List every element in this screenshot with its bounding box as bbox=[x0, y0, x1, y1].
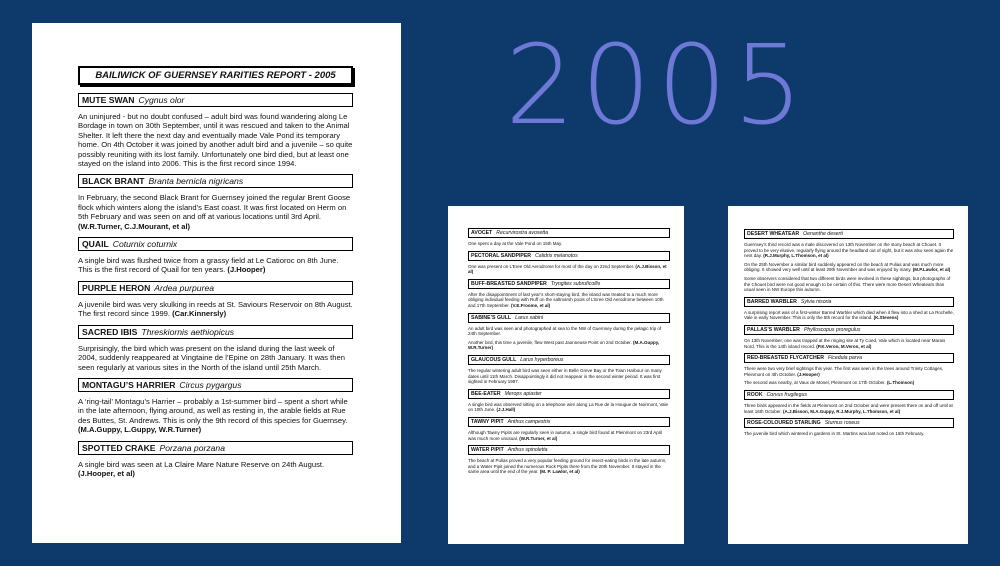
species-header bbox=[468, 251, 670, 261]
species-header bbox=[78, 281, 353, 295]
species-header bbox=[78, 174, 353, 188]
account-text: The juvenile bird which wintered in gardens in St. Martins was last noted on 16th February. bbox=[744, 431, 925, 437]
species-scientific-name: Cygnus olor bbox=[138, 95, 185, 105]
observer-credit: (A.J.Bisson, M.A.Guppy, R.J.Murphy, L.Thomson, et al) bbox=[783, 408, 901, 414]
species-header bbox=[78, 93, 353, 107]
account-text: In February, the second Black Brant for Guernsey joined the regular Brent Goose flock which winters along the island’s East coast. It was first located on Herm on 5th February and was seen on and off at various locations until 3rd April. bbox=[78, 193, 351, 222]
account-paragraph bbox=[468, 368, 670, 385]
species-account bbox=[744, 242, 954, 293]
species-scientific-name: Branta bernicla nigricans bbox=[148, 176, 244, 187]
observer-credit: (R.J.Murphy, L.Thomson, et al) bbox=[763, 253, 829, 259]
observer-credit: (A.J.Bisson, et al) bbox=[468, 263, 667, 275]
species-name: BUFF-BREASTED SANDPIPER bbox=[471, 280, 547, 287]
account-text: Although Tawny Pipits are regularly seen in autumn, a single bird found at Pleinmont on 23rd April was much more unusual. bbox=[468, 429, 663, 441]
species-header bbox=[744, 418, 954, 428]
species-header bbox=[78, 237, 353, 251]
species-name: PALLAS’S WARBLER bbox=[747, 326, 800, 333]
observer-credit: (M. P. Lawlor, et al) bbox=[539, 469, 580, 475]
observer-credit: (J.Hooper, et al) bbox=[78, 468, 135, 478]
species-name: SABINE’S GULL bbox=[471, 314, 512, 321]
species-header bbox=[78, 325, 353, 339]
account-paragraph bbox=[78, 397, 353, 435]
species-scientific-name: Ardea purpurea bbox=[154, 282, 215, 293]
observer-credit: (J.J.Hall) bbox=[496, 407, 516, 413]
account-text: Three birds appeared in the fields at Pleinmont on 2nd October and were present there on and off until at least 16th October. bbox=[744, 402, 953, 414]
observer-credit: (J.Hooper) bbox=[227, 265, 266, 275]
species-scientific-name: Larus sabini bbox=[515, 314, 544, 321]
report-page-3 bbox=[728, 206, 968, 544]
species-header bbox=[744, 390, 954, 400]
species-scientific-name: Corvus frugilegus bbox=[766, 391, 807, 398]
species-account bbox=[468, 241, 670, 247]
species-account bbox=[744, 310, 954, 321]
account-paragraph bbox=[468, 292, 670, 309]
species-header bbox=[744, 297, 954, 307]
species-name: TAWNY PIPIT bbox=[471, 418, 504, 425]
account-paragraph bbox=[78, 193, 353, 231]
species-header bbox=[468, 355, 670, 365]
account-text: After the disappointment of last year’s short-staying bird, the island was treated to a much more obliging individual feeding with Ruff on the saltmarsh pools of L’Eree Old Aerodrome between 10th and 17th September. bbox=[468, 291, 664, 308]
species-header bbox=[78, 441, 353, 455]
species-scientific-name: Circus pygargus bbox=[179, 379, 242, 390]
account-paragraph bbox=[468, 326, 670, 337]
account-text: Another bird, this time a juvenile, flew West past Jaonneuse Point on 2nd October. bbox=[468, 339, 632, 345]
species-header bbox=[468, 445, 670, 455]
species-scientific-name: Sylvia nisoria bbox=[800, 298, 832, 305]
species-name: PECTORAL SANDPIPER bbox=[471, 252, 532, 259]
account-paragraph bbox=[78, 112, 353, 168]
account-text: A single bird was seen at La Claire Mare Nature Reserve on 24th August. bbox=[78, 459, 325, 469]
entries-list bbox=[468, 228, 670, 475]
account-text: There were two very brief sightings this year. The first was seen in the trees around Trinity Cottages, Pleinmont on 4th October. bbox=[744, 366, 944, 377]
account-text: A ‘ring-tail’ Montagu’s Harrier – probably a 1st-summer bird – spent a short while in the late afternoon, flying around, as well as resting in, the arable fields at Rue des Buttes, St. Andrews. This is only the 9th record of this species for Guernsey. bbox=[78, 396, 348, 425]
account-paragraph bbox=[744, 380, 954, 386]
species-scientific-name: Ficedula parva bbox=[827, 355, 862, 362]
species-scientific-name: Larus hyperboreus bbox=[520, 356, 564, 363]
account-paragraph bbox=[468, 264, 670, 275]
account-text: A single bird was observed sitting on a telephone wire along La Rue de la Hougue de Noirmont, Vale on 10th June. bbox=[468, 401, 669, 413]
species-account bbox=[78, 256, 353, 275]
species-header bbox=[468, 313, 670, 323]
account-paragraph bbox=[78, 300, 353, 319]
account-paragraph bbox=[744, 366, 954, 377]
account-text: One was present on L’Eree Old Aerodrome for most of the day on 22nd September. bbox=[468, 263, 635, 269]
species-name: ROSE-COLOURED STARLING bbox=[747, 420, 821, 427]
observer-credit: (L.Thomson) bbox=[886, 380, 915, 386]
account-paragraph bbox=[744, 310, 954, 321]
observer-credit: (V.E.Froome, et al) bbox=[511, 302, 551, 308]
species-header bbox=[744, 325, 954, 335]
species-header bbox=[468, 389, 670, 399]
account-paragraph bbox=[744, 242, 954, 259]
account-paragraph bbox=[468, 340, 670, 351]
account-paragraph bbox=[468, 241, 670, 247]
species-account bbox=[78, 300, 353, 319]
observer-credit: (M.A.Guppy, W.R.Turner) bbox=[468, 339, 660, 351]
species-header bbox=[468, 417, 670, 427]
species-name: BARRED WARBLER bbox=[747, 298, 797, 305]
account-text: The regular wintering adult bird was seen either in Belle Greve Bay or the Town Harbour on many dates until 11th March. Disappointingly it did not reappear in the second winter period. It was first sighted in February 1997. bbox=[468, 367, 662, 385]
species-name: PURPLE HERON bbox=[82, 282, 151, 293]
account-paragraph bbox=[468, 402, 670, 413]
species-scientific-name: Oenanthe deserti bbox=[803, 231, 843, 237]
account-paragraph bbox=[78, 344, 353, 372]
account-paragraph bbox=[468, 430, 670, 441]
species-scientific-name: Porzana porzana bbox=[159, 442, 225, 453]
species-name: GLAUCOUS GULL bbox=[471, 356, 517, 363]
account-text: Guernsey’s third record was a male discovered on 13th November on the stony beach at Chouet. It proved to be very elusive, regularly flying around the headland out of sight, but it was also seen again the next day. bbox=[744, 242, 954, 259]
observer-credit: (P.K.Veron, M.Veron, et al) bbox=[816, 343, 872, 349]
species-header bbox=[744, 229, 954, 239]
account-text: The second was nearby, at Vaux de Monel, Pleinmont on 17th October. bbox=[744, 380, 886, 386]
account-paragraph bbox=[468, 458, 670, 475]
species-account bbox=[468, 326, 670, 351]
account-paragraph bbox=[78, 460, 353, 479]
species-account bbox=[78, 193, 353, 231]
species-scientific-name: Tryngites subruficollis bbox=[550, 280, 601, 287]
account-paragraph bbox=[78, 256, 353, 275]
species-scientific-name: Phylloscopus proregulus bbox=[803, 326, 861, 333]
account-text: An adult bird was seen and photographed at sea to the NW of Guernsey during the pelagic trip of 24th September. bbox=[468, 325, 662, 337]
species-account bbox=[78, 397, 353, 435]
species-name: DESERT WHEATEAR bbox=[747, 231, 800, 237]
species-scientific-name: Anthus campestris bbox=[507, 418, 551, 425]
entries-list bbox=[78, 93, 353, 478]
report-page-2 bbox=[448, 206, 684, 544]
species-account bbox=[468, 402, 670, 413]
species-scientific-name: Coturnix coturnix bbox=[112, 239, 178, 250]
species-name: BEE-EATER bbox=[471, 390, 501, 397]
observer-credit: (M.P.Lawlor, et al) bbox=[912, 267, 951, 273]
account-text: A surprising report was of a first-winter Barred Warbler which died when it flew into a shed at La Rochelle, Vale in early November. This is only the 5th record for the island. bbox=[744, 309, 954, 321]
year-heading: 2005 bbox=[505, 21, 809, 149]
observer-credit: (K.Stevens) bbox=[873, 315, 899, 321]
account-paragraph bbox=[744, 338, 954, 349]
observer-credit: (W.R.Turner, C.J.Mourant, et al) bbox=[78, 221, 191, 231]
account-text: One spent a day at the Vale Pond on 15th May. bbox=[468, 241, 563, 246]
account-paragraph bbox=[744, 403, 954, 414]
species-header bbox=[78, 378, 353, 392]
species-name: ROOK bbox=[747, 391, 763, 398]
species-name: MUTE SWAN bbox=[82, 95, 135, 105]
species-account bbox=[78, 112, 353, 168]
account-text: A juvenile bird was very skulking in reeds at St. Saviours Reservoir on 8th August. The first record since 1999. bbox=[78, 299, 353, 319]
species-account bbox=[468, 264, 670, 275]
entries-list bbox=[744, 229, 954, 437]
species-header bbox=[744, 353, 954, 363]
species-account bbox=[468, 458, 670, 475]
species-header bbox=[468, 228, 670, 238]
species-scientific-name: Sturnus roseus bbox=[824, 420, 860, 427]
species-account bbox=[78, 460, 353, 479]
account-text: Surprisingly, the bird which was present on the island during the last week of 2004, suddenly reappeared at Vingtaine de l’Epine on 28th January. It was then seen regularly at various sites in the North of the island until 25th March. bbox=[78, 343, 345, 372]
species-account bbox=[744, 338, 954, 349]
species-name: AVOCET bbox=[471, 230, 493, 236]
account-paragraph bbox=[744, 431, 954, 437]
observer-credit: (Car.Kinnersly) bbox=[172, 309, 227, 319]
account-text: On the 25th November a similar bird suddenly appeared on the beach at Pulias and was much more obliging. It showed very well until at least 29th November and was enjoyed by many. bbox=[744, 261, 944, 273]
species-name: RED-BREASTED FLYCATCHER bbox=[747, 355, 824, 362]
species-name: QUAIL bbox=[82, 239, 109, 250]
account-paragraph bbox=[744, 262, 954, 273]
observer-credit: (W.R.Turner, et al) bbox=[519, 435, 558, 441]
account-text: On 13th November, one was trapped at the ringing site at Ty Coed, Vale which is located near Marais Nord. This is the 14th island record. bbox=[744, 337, 946, 349]
species-name: WATER PIPIT bbox=[471, 447, 504, 454]
species-account bbox=[744, 403, 954, 414]
species-name: BLACK BRANT bbox=[82, 176, 145, 187]
species-name: MONTAGU’S HARRIER bbox=[82, 379, 176, 390]
species-scientific-name: Anthus spinoletta bbox=[507, 447, 548, 454]
report-title: BAILIWICK OF GUERNSEY RARITIES REPORT - 2005 bbox=[78, 66, 353, 85]
species-account bbox=[468, 430, 670, 441]
species-header bbox=[468, 279, 670, 289]
species-account bbox=[468, 292, 670, 309]
account-paragraph bbox=[744, 276, 954, 293]
species-account bbox=[744, 366, 954, 386]
account-text: The beach at Pulias proved a very popular feeding ground for insect-eating birds in the late autumn, and a Water Pipit joined the numerous Rock Pipits there from the 20th November. It stayed in the same area until the end of the year. bbox=[468, 458, 667, 475]
species-scientific-name: Recurvirostra avosetta bbox=[496, 230, 549, 236]
species-account bbox=[78, 344, 353, 372]
account-text: An uninjured - but no doubt confused – adult bird was found wandering along Le Bordage in town on 30th September, until it was rescued and taken to the Animal Shelter. It left there the next day and eventually made Vale Pond its temporary home. On 4th October it was joined by another adult bird and a juvenile – so quite possibly reuniting with its lost family. Unfortunately one bird died, but at least one stayed on the island into 2006. This is the first record since 1994. bbox=[78, 112, 353, 169]
species-name: SACRED IBIS bbox=[82, 326, 138, 337]
observer-credit: (M.A.Guppy, L.Guppy, W.R.Turner) bbox=[78, 425, 202, 435]
report-page-1 bbox=[32, 23, 401, 543]
species-scientific-name: Calidris melanotos bbox=[535, 252, 578, 259]
species-scientific-name: Threskiornis aethiopicus bbox=[141, 326, 235, 337]
observer-credit: (J.Hooper) bbox=[797, 371, 820, 377]
account-text: A single bird was flushed twice from a grassy field at Le Catioroc on 8th June. This is the first record of Quail for ten years. bbox=[78, 256, 339, 275]
species-scientific-name: Merops apiaster bbox=[504, 390, 542, 397]
species-account bbox=[468, 368, 670, 385]
account-text: Some observers considered that two different birds were involved in these sightings, but photographs of the Chouet bird were not good enough to be certain of this. There were more Desert Wheatears than usual seen in NW Europe this autumn. bbox=[744, 275, 951, 293]
species-name: SPOTTED CRAKE bbox=[82, 442, 156, 453]
species-account bbox=[744, 431, 954, 437]
